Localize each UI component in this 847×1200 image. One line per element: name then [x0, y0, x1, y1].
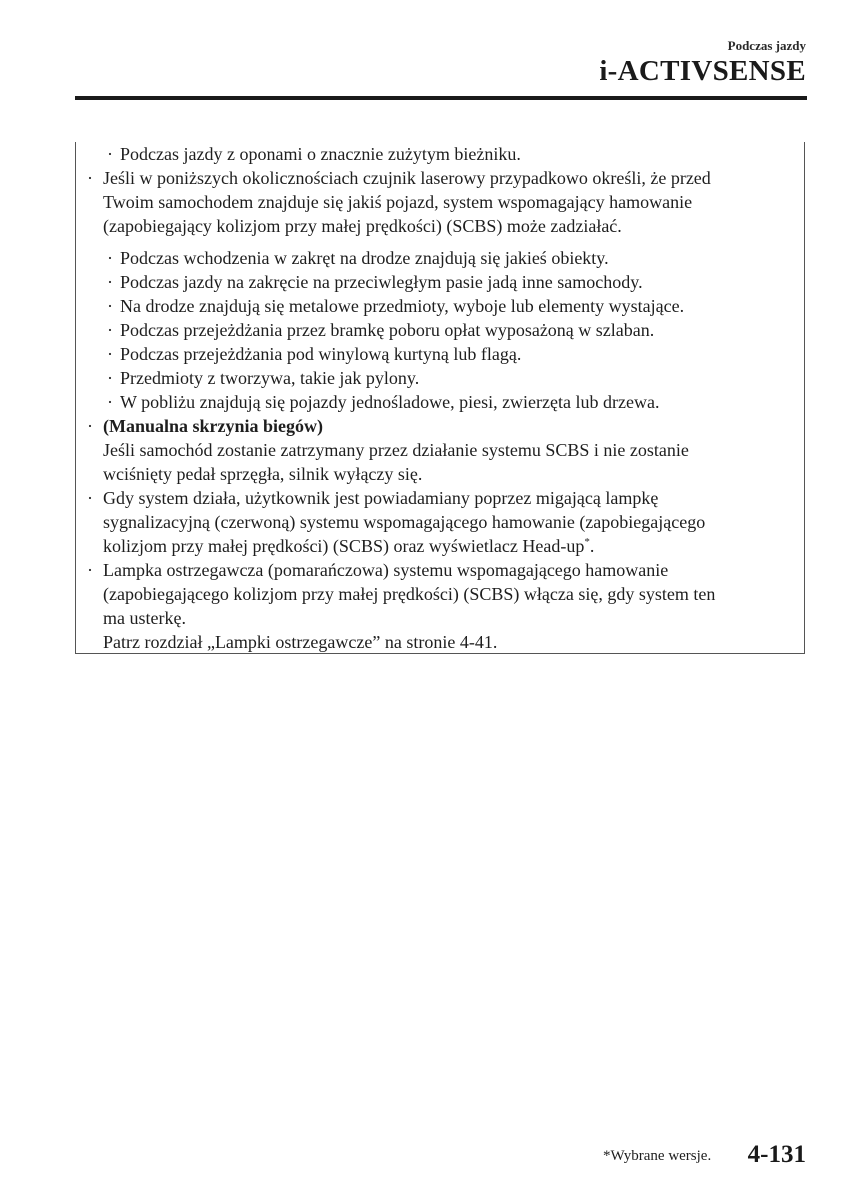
list-item: Podczas wchodzenia w zakręt na drodze znajdują się jakieś obiekty.	[120, 248, 609, 268]
list-item: W pobliżu znajdują się pojazdy jednośladowe, piesi, zwierzęta lub drzewa.	[120, 392, 660, 412]
paragraph-line: (zapobiegający kolizjom przy małej prędkości) (SCBS) może zadziałać.	[103, 216, 622, 236]
bullet-dot: ·	[87, 416, 93, 436]
sentence-period: .	[589, 536, 595, 556]
paragraph-line: Twoim samochodem znajduje się jakiś pojazd, system wspomagający hamowanie	[103, 192, 693, 212]
bullet-dot: ·	[107, 392, 113, 412]
paragraph-line: wciśnięty pedał sprzęgła, silnik wyłączy się.	[103, 464, 423, 484]
bullet-dot: ·	[107, 368, 113, 388]
paragraph-line: Gdy system działa, użytkownik jest powiadamiany poprzez migającą lampkę	[103, 488, 659, 508]
lamp-text: kolizjom przy małej prędkości) (SCBS) oraz wyświetlacz Head-up	[103, 536, 585, 556]
list-item: Podczas jazdy z oponami o znacznie zużytym bieżniku.	[120, 144, 521, 164]
list-item: Podczas jazdy na zakręcie na przeciwległym pasie jadą inne samochody.	[120, 272, 643, 292]
manual-gearbox-heading: (Manualna skrzynia biegów)	[103, 416, 324, 436]
bullet-dot: ·	[107, 248, 113, 268]
bullet-dot: ·	[87, 488, 93, 508]
list-item: Na drodze znajdują się metalowe przedmioty, wyboje lub elementy wystające.	[120, 296, 685, 316]
section-label: Podczas jazdy	[727, 38, 806, 53]
paragraph-line	[103, 534, 594, 558]
bullet-dot: ·	[107, 344, 113, 364]
cross-reference: Patrz rozdział „Lampki ostrzegawcze” na stronie 4-41.	[103, 632, 498, 652]
footnote-marker: *	[584, 536, 590, 548]
bullet-dot: ·	[87, 168, 93, 188]
bullet-dot: ·	[87, 560, 93, 580]
footnote: *Wybrane wersje.	[603, 1148, 712, 1164]
bullet-dot: ·	[107, 272, 113, 292]
page-title: i-ACTIVSENSE	[599, 55, 806, 87]
page-number: 4-131	[747, 1141, 806, 1168]
paragraph-line: Lampka ostrzegawcza (pomarańczowa) systemu wspomagającego hamowanie	[103, 560, 669, 580]
content-box	[75, 142, 805, 654]
paragraph-line: ma usterkę.	[103, 608, 186, 628]
paragraph-line: (zapobiegającego kolizjom przy małej prędkości) (SCBS) włącza się, gdy system ten	[103, 584, 716, 604]
paragraph-line: Jeśli w poniższych okolicznościach czujnik laserowy przypadkowo określi, że przed	[103, 168, 711, 188]
header-rule	[75, 96, 807, 100]
paragraph-line: Jeśli samochód zostanie zatrzymany przez działanie systemu SCBS i nie zostanie	[103, 440, 689, 460]
list-item: Przedmioty z tworzywa, takie jak pylony.	[120, 368, 420, 388]
paragraph-line: sygnalizacyjną (czerwoną) systemu wspomagającego hamowanie (zapobiegającego	[103, 512, 706, 532]
bullet-dot: ·	[107, 144, 113, 164]
list-item: Podczas przejeżdżania przez bramkę poboru opłat wyposażoną w szlaban.	[120, 320, 655, 340]
list-item: Podczas przejeżdżania pod winylową kurtyną lub flagą.	[120, 344, 522, 364]
bullet-dot: ·	[107, 296, 113, 316]
bullet-dot: ·	[107, 320, 113, 340]
